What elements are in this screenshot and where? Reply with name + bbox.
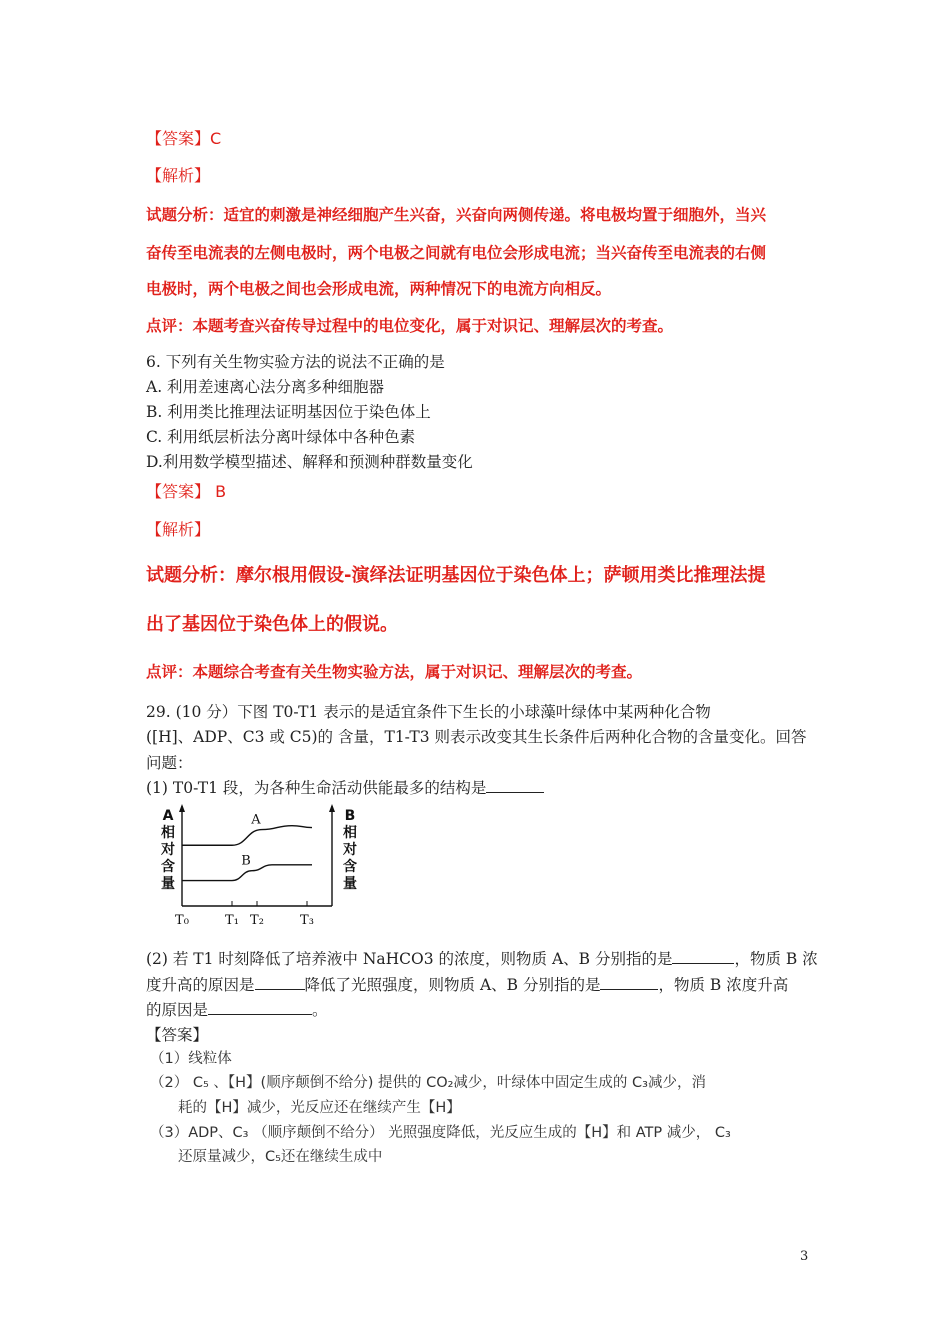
right-axis-label-char: B [344, 808, 356, 824]
x-tick-label: T₀ [175, 913, 189, 928]
page-number: 3 [800, 1249, 809, 1264]
series-label-A: A [251, 812, 261, 828]
left-axis-label-char: A [162, 808, 174, 824]
q29-answer-2b: 耗的【H】减少，光反应还在继续产生【H】 [178, 1100, 461, 1116]
series-label-B: B [241, 853, 251, 869]
right-axis-arrow [329, 804, 335, 812]
q6-option-a: A. 利用差速离心法分离多种细胞器 [146, 378, 385, 396]
q29-subq-1: (1) T0-T1 段，为各种生命活动供能最多的结构是 [146, 776, 544, 798]
q6-stem: 6. 下列有关生物实验方法的说法不正确的是 [146, 353, 445, 371]
answer-tag: 【答案】C [146, 129, 222, 148]
q6-option-c: C. 利用纸层析法分离叶绿体中各种色素 [146, 428, 416, 446]
q29-subq-2-line-2: 度升高的原因是 降低了光照强度，则物质 A、B 分别指的是 ，物质 B 浓度升高 [146, 976, 789, 994]
q29-answer-3b: 还原量减少，C₅还在继续生成中 [178, 1149, 383, 1165]
q6-comment: 点评：本题综合考查有关生物实验方法，属于对识记、理解层次的考查。 [146, 663, 643, 681]
right-axis-label-char: 量 [343, 876, 357, 892]
analysis-line-3: 电极时，两个电极之间也会形成电流，两种情况下的电流方向相反。 [146, 280, 612, 298]
analysis-line-2: 奋传至电流表的左侧电极时，两个电极之间就有电位会形成电流；当兴奋传至电流表的右侧 [146, 244, 767, 262]
q29-subq-2-line-1: (2) 若 T1 时刻降低了培养液中 NaHCO3 的浓度，则物质 A、B 分别指的是 ，物质 B 浓 [146, 950, 818, 968]
q6-option-b: B. 利用类比推理法证明基因位于染色体上 [146, 403, 431, 421]
left-axis-label-char: 含 [161, 859, 175, 875]
left-axis-label-char: 量 [161, 876, 175, 892]
q29-answer-1: （1）线粒体 [150, 1051, 232, 1067]
right-axis-label-char: 对 [343, 842, 357, 858]
left-axis-arrow [179, 804, 185, 812]
q6-analysis-line-1: 试题分析：摩尔根用假设-演绎法证明基因位于染色体上；萨顿用类比推理法提 [146, 565, 766, 586]
q29-stem-2: ([H]、ADP、C3 或 C5)的 含量，T1-T3 则表示改变其生长条件后两种化合物的含量变化。回答 [146, 728, 807, 746]
q6-option-d: D.利用数学模型描述、解释和预测种群数量变化 [146, 453, 473, 471]
x-tick-label: T₁ [225, 913, 239, 928]
left-axis-label-char: 相 [161, 825, 175, 841]
q29-answer-3a: （3）ADP、C₃ （顺序颠倒不给分） 光照强度降低，光反应生成的【H】和 ATP 减少， C₃ [150, 1125, 731, 1141]
analysis-line-1: 试题分析：适宜的刺激是神经细胞产生兴奋，兴奋向两侧传递。将电极均置于细胞外，当兴 [146, 206, 767, 224]
q29-answer-tag: 【答案】 [146, 1026, 209, 1044]
q6-answer-tag: 【答案】 B [146, 482, 227, 501]
x-tick-label: T₃ [300, 913, 314, 928]
left-axis-label-char: 对 [161, 842, 175, 858]
q29-stem-3: 问题： [146, 754, 193, 772]
q6-analysis-tag: 【解析】 [146, 520, 211, 539]
q29-answer-2a: （2） C₅ 、【H】(顺序颠倒不给分) 提供的 CO₂减少，叶绿体中固定生成的 C₃减少，消 [150, 1075, 706, 1091]
content-chart [146, 802, 376, 934]
q29-subq-2-line-3: 的原因是 。 [146, 1001, 328, 1019]
right-axis-label-char: 含 [343, 859, 357, 875]
right-axis-label-char: 相 [343, 825, 357, 841]
analysis-tag: 【解析】 [146, 166, 211, 185]
comment-line: 点评：本题考查兴奋传导过程中的电位变化，属于对识记、理解层次的考查。 [146, 317, 674, 335]
q6-analysis-line-2: 出了基因位于染色体上的假说。 [146, 614, 398, 635]
series-line-A [182, 826, 312, 846]
q29-stem-1: 29. (10 分）下图 T0-T1 表示的是适宜条件下生长的小球藻叶绿体中某两种化合物 [146, 703, 711, 721]
x-tick-label: T₂ [250, 913, 264, 928]
